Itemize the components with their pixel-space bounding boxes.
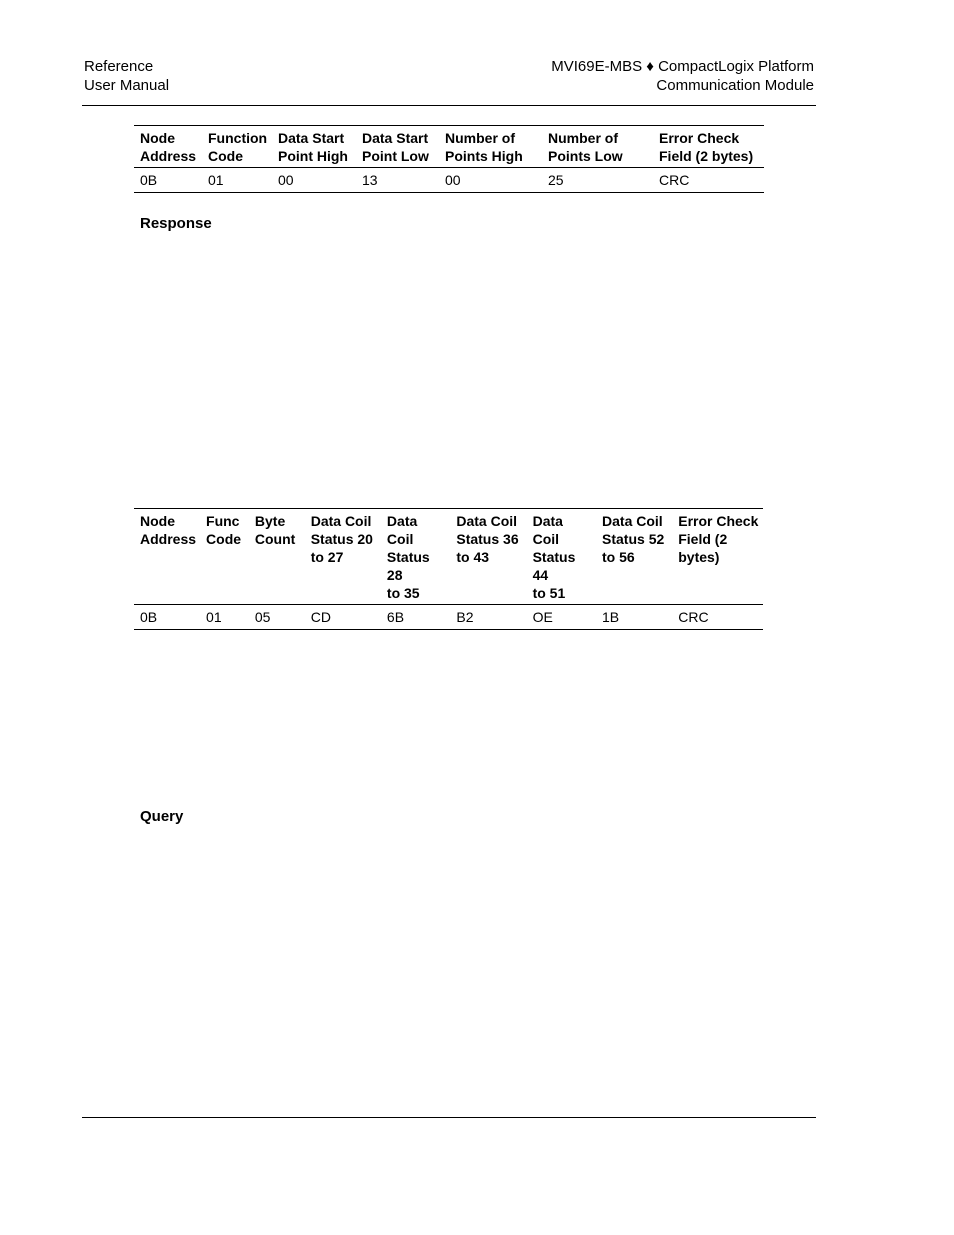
table-cell: 00 xyxy=(439,168,542,193)
table-row xyxy=(134,605,763,630)
response-heading: Response xyxy=(140,215,212,232)
table-cell: 25 xyxy=(542,168,653,193)
table-cell: 00 xyxy=(272,168,356,193)
query-col-node-address: Node Address xyxy=(134,126,202,168)
table-cell: 1B xyxy=(596,605,672,630)
table-cell: 13 xyxy=(356,168,439,193)
header-document-type: User Manual xyxy=(84,77,170,94)
query-col-data-start-high: Data Start Point High xyxy=(272,126,356,168)
table-cell: CD xyxy=(305,605,381,630)
query-heading: Query xyxy=(140,808,184,825)
query-table-header-row xyxy=(134,126,764,168)
query-col-function-code: Function Code xyxy=(202,126,272,168)
query-table xyxy=(134,125,764,193)
table-row xyxy=(134,168,764,193)
header-section-title: Reference xyxy=(84,58,154,75)
header-product-name: MVI69E-MBS ♦ CompactLogix Platform xyxy=(551,58,814,75)
response-col-byte-count: Byte Count xyxy=(249,509,305,605)
header-product-subtitle: Communication Module xyxy=(656,77,814,94)
table-cell: 0B xyxy=(134,605,200,630)
table-cell: CRC xyxy=(653,168,764,193)
response-col-coil-20-27: Data Coil Status 20 to 27 xyxy=(305,509,381,605)
footer-rule xyxy=(82,1117,816,1118)
table-cell: CRC xyxy=(672,605,763,630)
header-left xyxy=(84,57,169,95)
query-col-points-low: Number of Points Low xyxy=(542,126,653,168)
table-cell: OE xyxy=(527,605,596,630)
response-col-node-address: Node Address xyxy=(134,509,200,605)
table-cell: 01 xyxy=(202,168,272,193)
table-cell: 01 xyxy=(200,605,249,630)
query-col-data-start-low: Data Start Point Low xyxy=(356,126,439,168)
header-rule xyxy=(82,105,816,106)
response-table-header-row xyxy=(134,509,763,605)
response-col-error-check: Error Check Field (2 bytes) xyxy=(672,509,763,605)
response-col-coil-44-51: Data Coil Status 44 to 51 xyxy=(527,509,596,605)
response-col-coil-28-35: Data Coil Status 28 to 35 xyxy=(381,509,450,605)
table-cell: 6B xyxy=(381,605,450,630)
table-cell: 05 xyxy=(249,605,305,630)
query-col-points-high: Number of Points High xyxy=(439,126,542,168)
response-col-func-code: Func Code xyxy=(200,509,249,605)
query-col-error-check: Error Check Field (2 bytes) xyxy=(653,126,764,168)
response-table xyxy=(134,508,763,630)
table-cell: B2 xyxy=(450,605,526,630)
table-cell: 0B xyxy=(134,168,202,193)
response-col-coil-36-43: Data Coil Status 36 to 43 xyxy=(450,509,526,605)
header-right xyxy=(551,57,814,95)
response-col-coil-52-56: Data Coil Status 52 to 56 xyxy=(596,509,672,605)
